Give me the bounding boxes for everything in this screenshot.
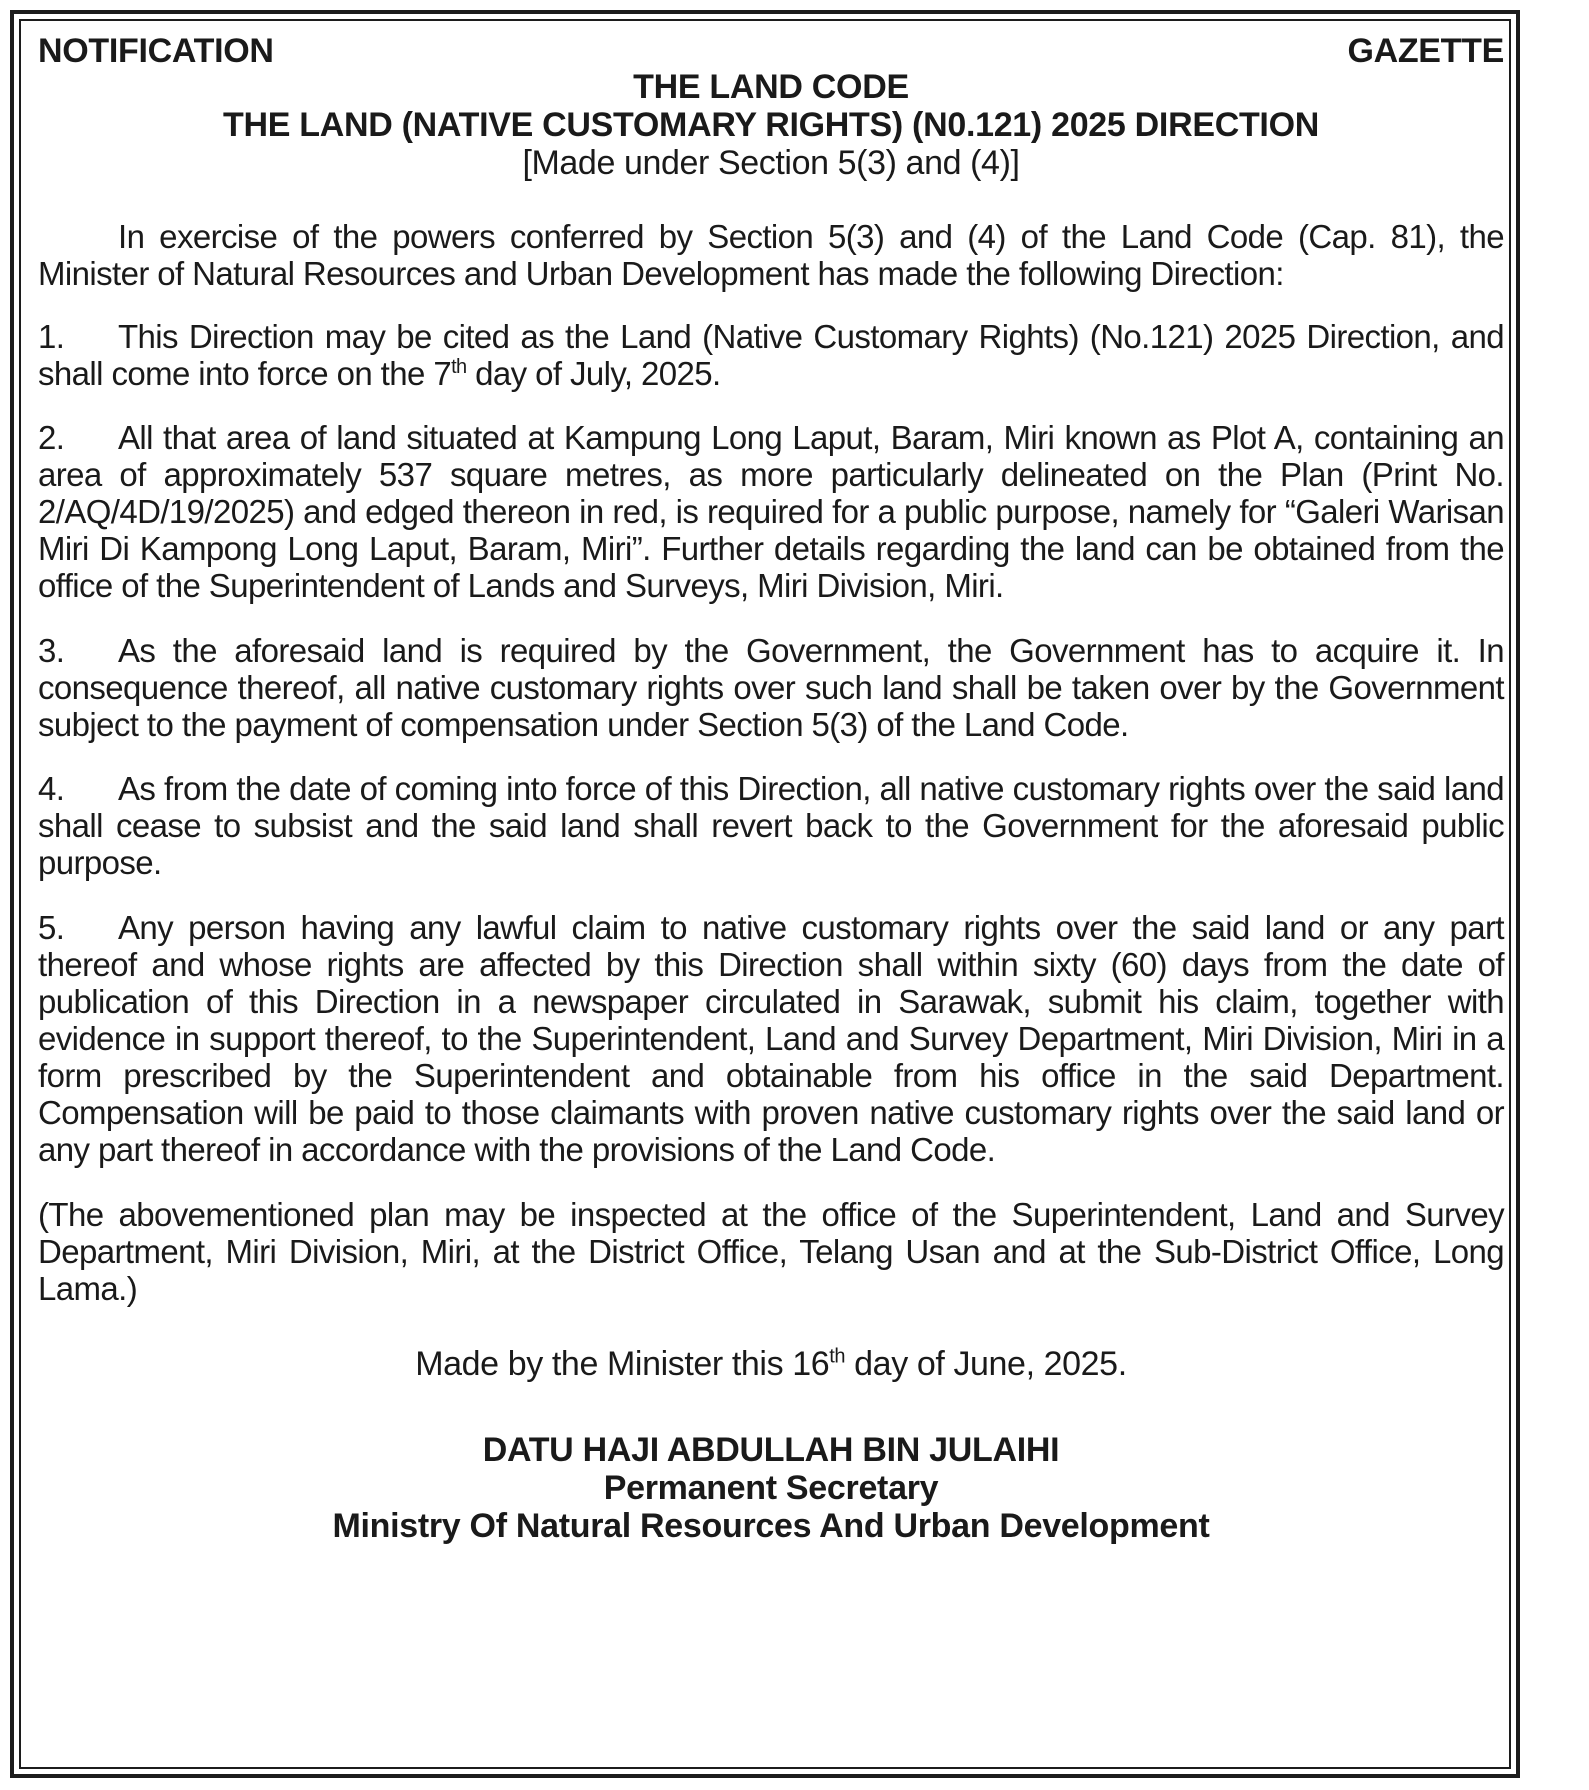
made-by-sup: th bbox=[829, 1345, 846, 1368]
notification-label: NOTIFICATION bbox=[38, 32, 274, 70]
paragraph-1 bbox=[38, 318, 1504, 392]
preamble: In exercise of the powers conferred by Section 5(3) and (4) of the Land Code (Cap. 81), the Minister of Natural Resources and Urban Development has made the following Direction: bbox=[38, 218, 1504, 292]
notice-content bbox=[38, 30, 1504, 1547]
made-by-text-a: Made by the Minister this 16 bbox=[415, 1345, 830, 1383]
made-under-line: [Made under Section 5(3) and (4)] bbox=[522, 144, 1020, 182]
paragraph-4-number: 4. bbox=[38, 770, 65, 807]
signatory-position: Permanent Secretary bbox=[603, 1469, 939, 1507]
paragraph-1-number: 1. bbox=[38, 318, 65, 355]
paragraph-1-text-b: day of July, 2025. bbox=[466, 355, 721, 392]
paragraph-2 bbox=[38, 419, 1504, 604]
paragraph-4 bbox=[38, 770, 1504, 881]
made-by-text-b: day of June, 2025. bbox=[845, 1345, 1127, 1383]
paragraph-3-text: As the aforesaid land is required by the Government, the Government has to acquire it. In consequence thereof, all native customary rights over such land shall be taken over by the Government subject to the payment of compensation under Section 5(3) of the Land Code. bbox=[38, 632, 1504, 743]
paragraph-2-text: All that area of land situated at Kampung Long Laput, Baram, Miri known as Plot A, containing an area of approximately 537 square metres, as more particularly delineated on the Plan (Print No. 2/AQ/4D/19/2025) and edged thereon in red, is required for a public purpose, namely for “Galeri Warisan Miri Di Kampong Long Laput, Baram, Miri”. Further details regarding the land can be obtained from the office of the Superintendent of Lands and Surveys, Miri Division, Miri. bbox=[38, 419, 1504, 604]
paragraph-2-number: 2. bbox=[38, 419, 65, 456]
paragraph-4-text: As from the date of coming into force of this Direction, all native customary rights over the said land shall cease to subsist and the said land shall revert back to the Government for the aforesaid public purpose. bbox=[38, 770, 1504, 881]
paragraph-1-text-a: This Direction may be cited as the Land (Native Customary Rights) (No.121) 2025 Direction, and shall come into force on the 7 bbox=[38, 318, 1504, 392]
gazette-label: GAZETTE bbox=[1347, 32, 1504, 70]
paragraph-5 bbox=[38, 909, 1504, 1168]
paragraph-1-sup: th bbox=[451, 356, 467, 378]
inspection-note: (The abovementioned plan may be inspected at the office of the Superintendent, Land and Survey Department, Miri Division, Miri, at the District Office, Telang Usan and at the Sub-District Office, Long Lama.) bbox=[38, 1196, 1504, 1307]
paragraph-5-number: 5. bbox=[38, 909, 65, 946]
paragraph-3 bbox=[38, 632, 1504, 743]
title-direction: THE LAND (NATIVE CUSTOMARY RIGHTS) (N0.121) 2025 DIRECTION bbox=[223, 106, 1319, 144]
title-land-code: THE LAND CODE bbox=[633, 68, 909, 106]
signatory-ministry: Ministry Of Natural Resources And Urban Development bbox=[332, 1507, 1210, 1545]
paragraph-5-text: Any person having any lawful claim to native customary rights over the said land or any part thereof and whose rights are affected by this Direction shall within sixty (60) days from the date of publication of this Direction in a newspaper circulated in Sarawak, submit his claim, together with evidence in support thereof, to the Superintendent, Land and Survey Department, Miri Division, Miri in a form prescribed by the Superintendent and obtainable from his office in the said Department. Compensation will be paid to those claimants with proven native customary rights over the said land or any part thereof in accordance with the provisions of the Land Code. bbox=[38, 909, 1504, 1168]
signatory-name: DATU HAJI ABDULLAH BIN JULAIHI bbox=[482, 1431, 1060, 1469]
made-by-line bbox=[38, 1343, 1504, 1385]
paragraph-3-number: 3. bbox=[38, 632, 65, 669]
